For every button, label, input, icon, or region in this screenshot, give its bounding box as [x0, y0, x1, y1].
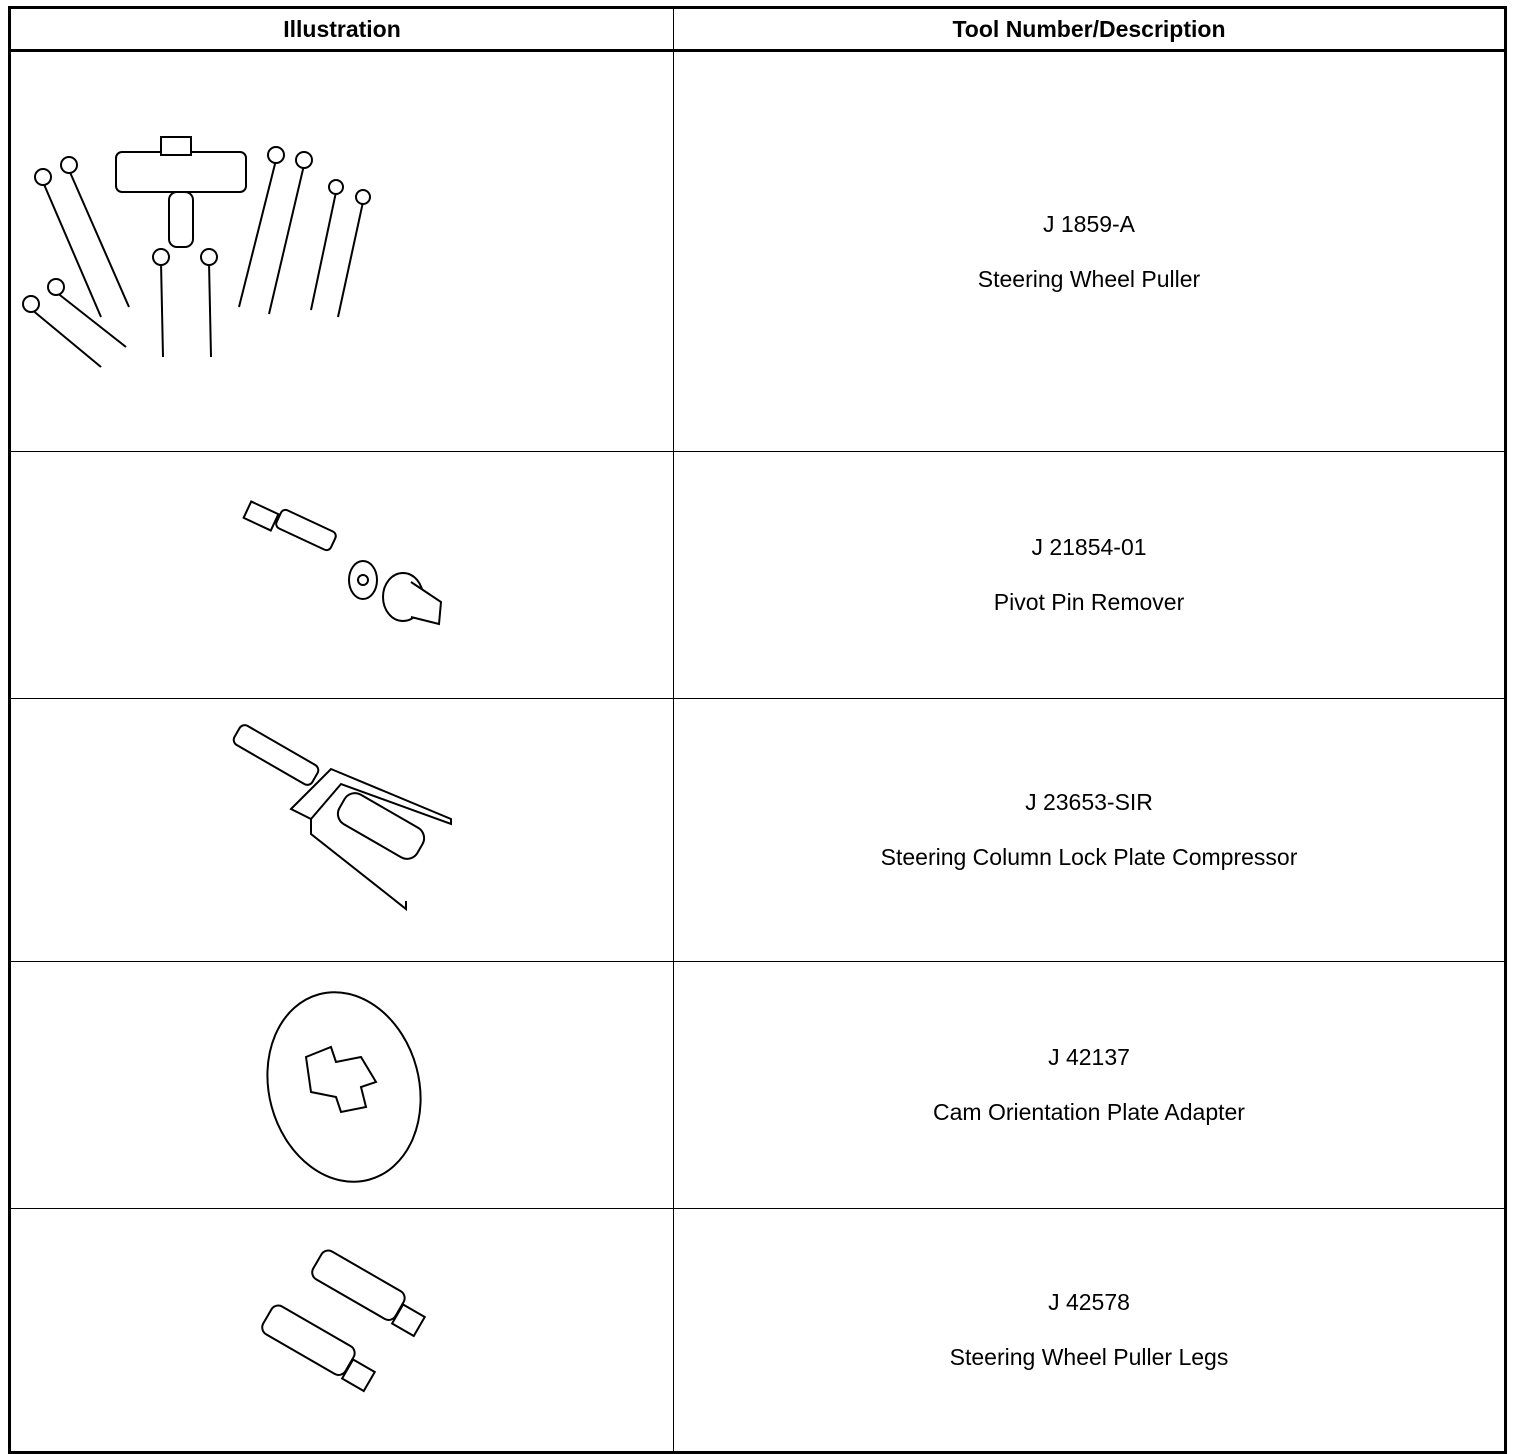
table-row	[10, 699, 1506, 962]
tool-description-cell	[674, 962, 1506, 1209]
tool-description: Cam Orientation Plate Adapter	[933, 1099, 1245, 1125]
tool-description: Steering Wheel Puller	[977, 265, 1201, 292]
tool-description-cell	[674, 1209, 1506, 1453]
illustration-cell	[10, 51, 674, 452]
tool-description-cell	[674, 699, 1506, 962]
header-illustration: Illustration	[10, 8, 674, 51]
tool-number: J 42137	[1048, 1044, 1130, 1070]
illustration-cell	[10, 699, 674, 962]
table-row	[10, 452, 1506, 699]
puller-legs-illustration	[11, 1209, 673, 1451]
illustration-cell	[10, 1209, 674, 1453]
header-tool-description: Tool Number/Description	[674, 8, 1506, 51]
header-row	[10, 8, 1506, 51]
special-tools-table	[8, 6, 1507, 1454]
tool-description: Pivot Pin Remover	[993, 589, 1185, 615]
cam-orientation-plate-adapter-illustration	[11, 962, 673, 1208]
table-row	[10, 962, 1506, 1209]
steering-wheel-puller-illustration	[11, 52, 673, 451]
tool-description: Steering Column Lock Plate Compressor	[880, 844, 1298, 870]
illustration-cell	[10, 452, 674, 699]
table-row	[10, 51, 1506, 452]
pivot-pin-remover-illustration	[11, 452, 673, 698]
tool-number: J 42578	[1048, 1289, 1130, 1315]
illustration-cell	[10, 962, 674, 1209]
table-row	[10, 1209, 1506, 1453]
tool-description-cell	[674, 452, 1506, 699]
tool-description-cell	[674, 51, 1506, 452]
tool-description: Steering Wheel Puller Legs	[949, 1344, 1229, 1370]
lock-plate-compressor-illustration	[11, 699, 673, 961]
tool-number: J 1859-A	[1042, 210, 1136, 237]
tool-number: J 21854-01	[1031, 534, 1147, 560]
tool-number: J 23653-SIR	[1025, 789, 1153, 815]
